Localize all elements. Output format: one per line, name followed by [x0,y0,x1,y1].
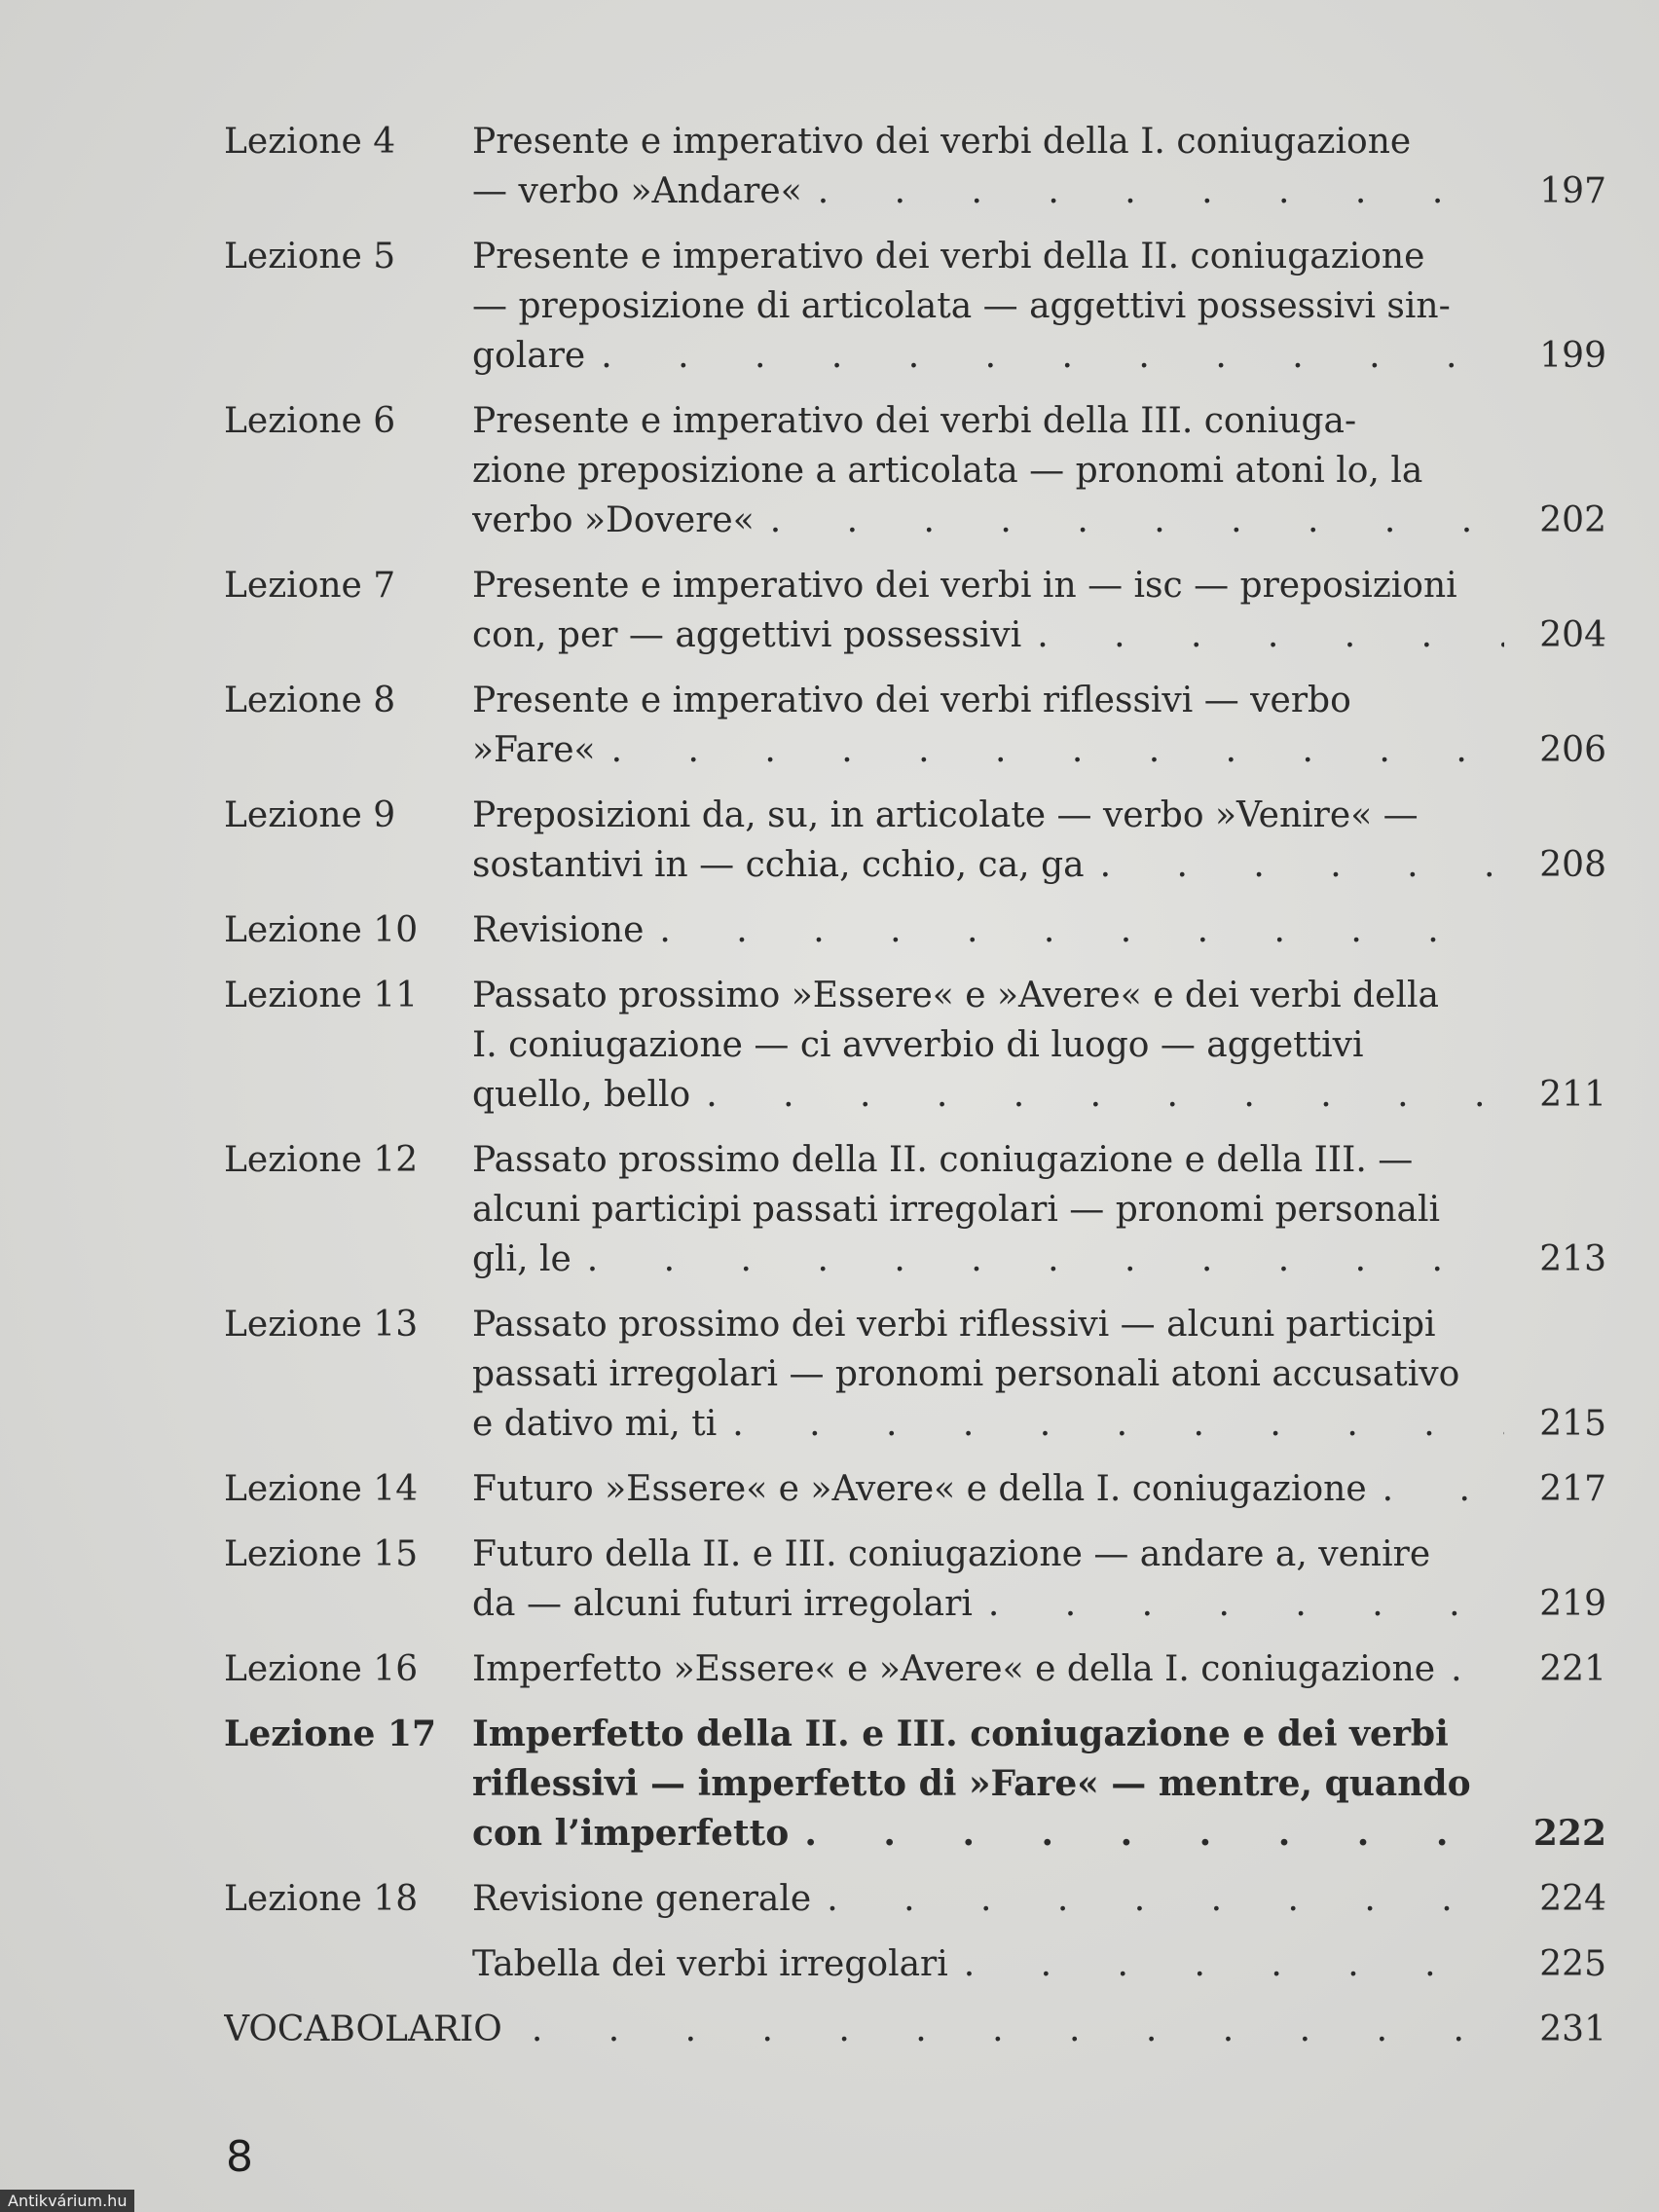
lesson-title-line: Presente e imperativo dei verbi della II. coniugazione [472,237,1425,276]
lesson-title [472,1710,1504,1859]
lesson-title-line: Imperfetto della II. e III. coniugazione e dei verbi [472,1714,1449,1754]
toc-entry [224,791,1606,890]
toc-entry [224,1939,1606,1989]
page-reference: 202 [1539,500,1606,540]
lesson-label: Lezione 14 [224,1469,419,1509]
lesson-label: Lezione 5 [224,237,396,276]
toc-entry [224,1530,1606,1629]
lesson-title-line: con, per — aggettivi possessivi [472,615,1022,655]
lesson-title-line: Passato prossimo »Essere« e »Avere« e dei verbi della [472,976,1439,1015]
lesson-label: Lezione 18 [224,1879,419,1919]
toc-entry [224,1300,1606,1449]
lesson-label: Lezione 16 [224,1649,419,1689]
lesson-title [472,1464,1504,1514]
dot-leader [717,1399,1504,1449]
lesson-title-line: I. coniugazione — ci avverbio di luogo — aggettivi [472,1025,1364,1065]
lesson-label: Lezione 10 [224,910,419,950]
dot-leader [571,1235,1504,1284]
lesson-title-line: Passato prossimo dei verbi riflessivi — alcuni participi [472,1305,1436,1345]
vocabulary-entry [224,2005,1606,2054]
lesson-title [472,1644,1504,1694]
dot-leader [802,166,1504,216]
dot-leader [1085,840,1504,890]
toc-entry [224,676,1606,775]
dot-leader [644,905,1504,955]
dot-leader [789,1809,1504,1859]
page-reference: 204 [1539,615,1606,655]
lesson-title-line: Presente e imperativo dei verbi in — isc — preposizioni [472,566,1457,606]
lesson-label: Lezione 7 [224,566,396,606]
lesson-title [472,117,1504,216]
lesson-title-line: sostantivi in — cchia, cchio, ca, ga [472,845,1085,885]
page-reference: 224 [1539,1879,1606,1919]
page-reference: 211 [1539,1075,1606,1115]
lesson-title [472,905,1504,955]
toc-entry [224,905,1606,955]
dot-leader [596,725,1504,775]
lesson-title [472,1939,1504,1989]
page-reference: 225 [1539,1944,1606,1984]
dot-leader [502,2005,1504,2054]
lesson-title-line: Presente e imperativo dei verbi della III. coniuga- [472,401,1357,441]
lesson-title [472,1135,1504,1284]
lesson-title-line: Tabella dei verbi irregolari [472,1944,948,1984]
lesson-title-line: »Fare« [472,730,596,770]
lesson-label: Lezione 9 [224,795,396,835]
toc-entry [224,1874,1606,1924]
lesson-title-line: quello, bello [472,1075,691,1115]
toc-entry [224,561,1606,660]
page-reference: 197 [1539,171,1606,211]
toc-entry [224,1710,1606,1859]
page-reference: 206 [1539,730,1606,770]
lesson-title [472,1530,1504,1629]
lesson-label: Lezione 13 [224,1305,419,1345]
page-reference: 215 [1539,1404,1606,1444]
lesson-title [472,791,1504,890]
lesson-title-line: Revisione [472,910,645,950]
page-reference: 213 [1539,1239,1606,1279]
lesson-label: Lezione 6 [224,401,396,441]
lesson-label: Lezione 15 [224,1534,419,1574]
lesson-title-line: riflessivi — imperfetto di »Fare« — mentre, quando [472,1763,1471,1804]
lesson-title-line: e dativo mi, ti [472,1404,718,1444]
lesson-title-line: zione preposizione a articolata — pronomi atoni lo, la [472,451,1423,491]
page-reference: 219 [1539,1584,1606,1624]
dot-leader [690,1070,1504,1120]
page-number: 8 [226,2132,253,2182]
page-reference: 217 [1539,1469,1606,1509]
lesson-title-line: Revisione generale [472,1879,812,1919]
lesson-title-line: da — alcuni futuri irregolari [472,1584,973,1624]
lesson-title-line: Passato prossimo della II. coniugazione e della III. — [472,1140,1414,1180]
toc-entry [224,396,1606,545]
toc-entry [224,232,1606,381]
dot-leader [811,1874,1504,1924]
page-reference: 231 [1539,2009,1606,2049]
lesson-title [472,561,1504,660]
lesson-title-line: — verbo »Andare« [472,171,802,211]
vocabulary-label: VOCABOLARIO [224,2009,502,2049]
lesson-title-line: gli, le [472,1239,571,1279]
lesson-title-line: Preposizioni da, su, in articolate — verbo »Venire« — [472,795,1419,835]
lesson-title-line: — preposizione di articolata — aggettivi possessivi sin- [472,286,1451,326]
lesson-title-line: verbo »Dovere« [472,500,755,540]
lesson-label: Lezione 12 [224,1140,419,1180]
page-reference: 221 [1539,1649,1606,1689]
lesson-title-line: Presente e imperativo dei verbi riflessivi — verbo [472,681,1351,720]
dot-leader [1367,1464,1504,1514]
lesson-label: Lezione 4 [224,122,396,162]
dot-leader [755,496,1504,545]
lesson-title-line: Futuro della II. e III. coniugazione — andare a, venire [472,1534,1431,1574]
dot-leader [585,331,1504,381]
lesson-title [472,396,1504,545]
page-reference: 208 [1539,845,1606,885]
toc-entry [224,1464,1606,1514]
page-reference: 222 [1532,1813,1606,1854]
lesson-title-line: Futuro »Essere« e »Avere« e della I. coniugazione [472,1469,1367,1509]
dot-leader [1021,610,1504,660]
lesson-title-line: Imperfetto »Essere« e »Avere« e della I. coniugazione [472,1649,1436,1689]
dot-leader [973,1579,1504,1629]
lesson-label: Lezione 8 [224,681,396,720]
lesson-label: Lezione 11 [224,976,419,1015]
table-of-contents [224,117,1606,2070]
dot-leader [1435,1644,1504,1694]
lesson-title [472,676,1504,775]
toc-entry [224,971,1606,1120]
lesson-title-line: golare [472,336,586,376]
toc-entry [224,117,1606,216]
lesson-title-line: alcuni participi passati irregolari — pronomi personali [472,1190,1440,1230]
lesson-title [472,1874,1504,1924]
dot-leader [948,1939,1504,1989]
toc-entry [224,1135,1606,1284]
page-reference: 199 [1539,336,1606,376]
toc-entry [224,1644,1606,1694]
lesson-label [224,1939,472,1989]
lesson-title [472,232,1504,381]
lesson-title [472,971,1504,1120]
lesson-title [472,1300,1504,1449]
lesson-title-line: passati irregolari — pronomi personali atoni accusativo [472,1354,1460,1394]
lesson-label: Lezione 17 [224,1714,437,1754]
watermark: Antikvárium.hu [0,2190,134,2212]
lesson-title-line: Presente e imperativo dei verbi della I. coniugazione [472,122,1412,162]
lesson-title-line: con l’imperfetto [472,1813,790,1854]
